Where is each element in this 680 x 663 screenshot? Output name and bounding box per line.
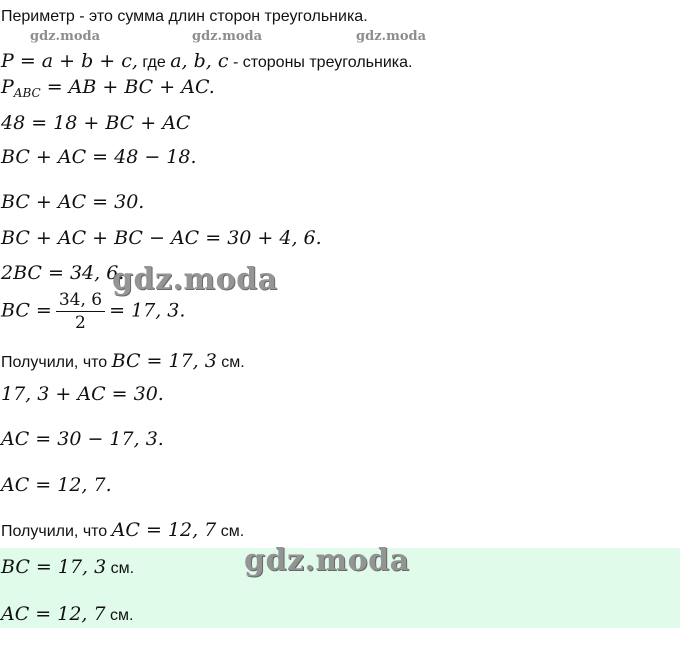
fraction-lhs: BC = [1, 299, 52, 322]
watermark-small-3: gdz.moda [356, 29, 427, 44]
equation-ac-12-7: AC = 12, 7. [1, 474, 112, 496]
result-bc-unit: см. [216, 354, 245, 371]
pabc-equation [1, 76, 215, 100]
result-ac-unit: см. [216, 523, 245, 540]
answer-bc-line [1, 556, 134, 578]
result-ac-line [1, 519, 244, 541]
equation-sum: BC + AC + BC − AC = 30 + 4, 6. [1, 227, 322, 249]
equation-bc-fraction [1, 290, 185, 333]
watermark-small-2: gdz.moda [192, 29, 263, 44]
side-variables: a, b, c [170, 50, 229, 72]
answer-ac-line [1, 603, 134, 625]
watermark-large-1: gdz.moda [112, 262, 278, 297]
answer-ac-unit: см. [105, 607, 134, 624]
pabc-subscript: ABC [13, 86, 41, 100]
watermark-large-2: gdz.moda [244, 543, 410, 578]
equation-48: 48 = 18 + BC + AC [1, 112, 191, 134]
equation-bc-ac-diff: BC + AC = 48 − 18. [1, 146, 197, 168]
equation-2bc: 2BC = 34, 6. [1, 262, 125, 284]
result-bc-text: Получили, что [1, 354, 112, 371]
answer-bc-math: BC = 17, 3 [1, 556, 107, 578]
fraction-numerator: 34, 6 [56, 290, 105, 312]
fraction-denominator: 2 [75, 313, 86, 333]
sides-description: - стороны треугольника. [228, 54, 413, 71]
pabc-rest: = AB + BC + AC. [40, 76, 215, 98]
result-ac-text: Получили, что [1, 523, 112, 540]
answer-bc-unit: см. [106, 560, 135, 577]
perimeter-formula-line [1, 50, 412, 72]
answer-ac-math: AC = 12, 7 [1, 603, 106, 625]
result-ac-math: AC = 12, 7 [111, 519, 217, 541]
equation-ac-diff: AC = 30 − 17, 3. [1, 428, 164, 450]
fraction-rhs: = 17, 3. [109, 299, 186, 322]
equation-17-3: 17, 3 + AC = 30. [1, 383, 164, 405]
result-bc-math: BC = 17, 3 [111, 350, 217, 372]
equation-bc-ac-30: BC + AC = 30. [1, 191, 145, 213]
perimeter-formula: P = a + b + c, [1, 50, 138, 72]
definition-line: Периметр - это сумма длин сторон треугольника. [1, 8, 368, 25]
fraction [56, 290, 105, 333]
where-text: где [137, 54, 171, 71]
pabc-letter: P [1, 76, 14, 98]
watermark-small-1: gdz.moda [30, 29, 101, 44]
result-bc-line [1, 350, 245, 372]
